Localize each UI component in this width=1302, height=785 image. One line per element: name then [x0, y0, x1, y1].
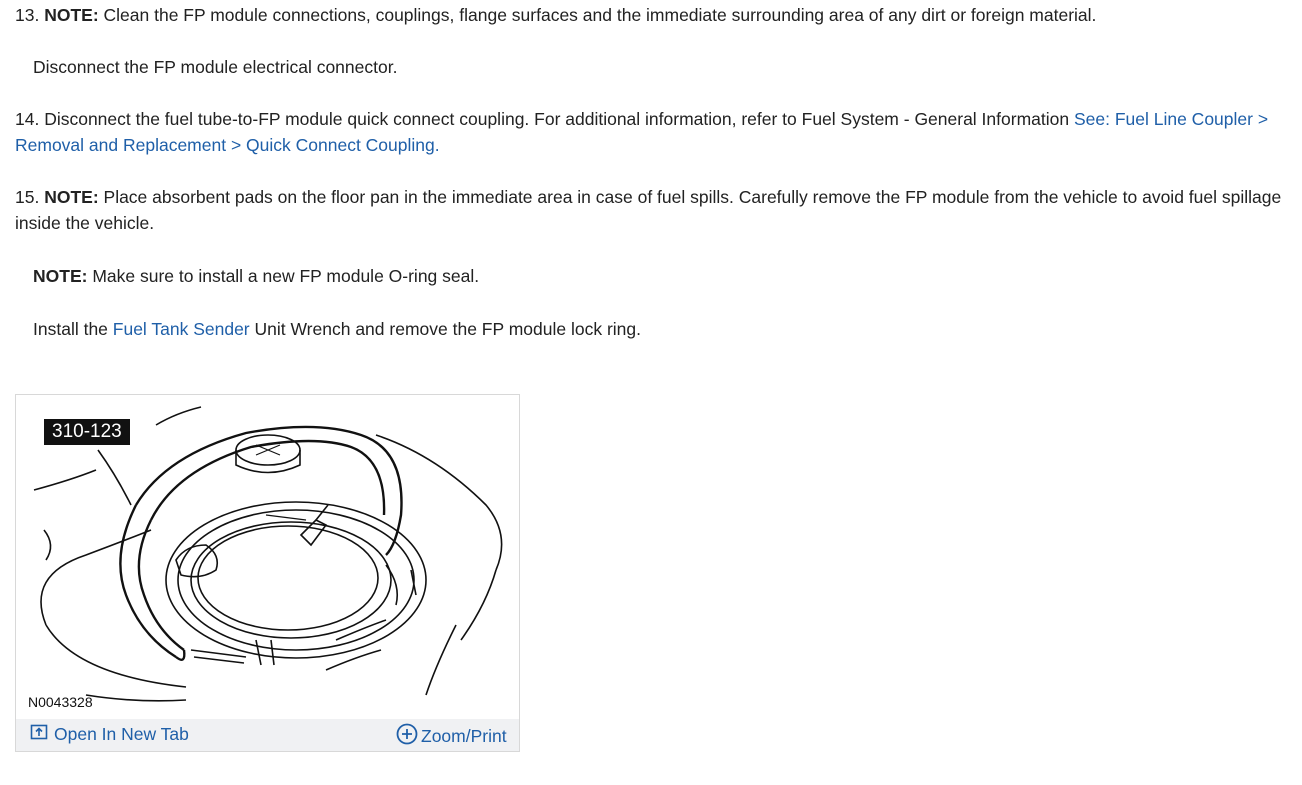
step-15-text: Place absorbent pads on the floor pan in the immediate area in case of fuel spills. Carefully remove the FP module from the vehicle to avoid fuel spillage	[98, 187, 1282, 207]
fuel-line-coupler-link[interactable]: See: Fuel Line Coupler >	[1073, 109, 1269, 129]
step-15	[15, 184, 1302, 236]
step-14	[15, 106, 1295, 158]
quick-connect-coupling-link[interactable]: Removal and Replacement > Quick Connect Coupling.	[15, 135, 440, 155]
step-15-note2-label: NOTE:	[33, 266, 88, 286]
install-text-pre: Install the	[33, 319, 113, 339]
step-14-text: 14. Disconnect the fuel tube-to-FP module quick connect coupling. For additional information, refer to Fuel System - General Information	[15, 109, 1074, 129]
figure-code: N0043328	[28, 694, 93, 710]
step-13-substep-text: Disconnect the FP module electrical connector.	[33, 57, 398, 77]
step-13-substep	[33, 54, 397, 80]
step-15-number: 15.	[15, 187, 40, 207]
step-13-note-label: NOTE:	[44, 5, 99, 25]
zoom-print-label: Zoom/Print	[421, 726, 507, 746]
figure-toolbar	[16, 719, 519, 751]
step-13-text: Clean the FP module connections, couplings, flange surfaces and the immediate surrounding area of any dirt or foreign material.	[98, 5, 1097, 25]
open-in-new-tab-button[interactable]	[30, 723, 189, 746]
step-13-number: 13.	[15, 5, 40, 25]
step-15-text-cont: inside the vehicle.	[15, 213, 155, 233]
step-13	[15, 2, 1096, 28]
open-new-tab-icon	[30, 723, 48, 746]
step-15-note-label: NOTE:	[44, 187, 99, 207]
figure-container	[15, 394, 520, 752]
open-in-new-tab-label: Open In New Tab	[54, 724, 189, 744]
step-15-note2-text: Make sure to install a new FP module O-ring seal.	[87, 266, 480, 286]
tool-number-tag: 310-123	[44, 419, 130, 445]
zoom-plus-icon	[396, 723, 418, 750]
step-15-install	[33, 316, 641, 342]
zoom-print-button[interactable]	[396, 723, 507, 750]
fuel-tank-sender-link[interactable]: Fuel Tank Sender	[112, 319, 250, 339]
install-text-post: Unit Wrench and remove the FP module lock ring.	[249, 319, 641, 339]
step-15-note2	[33, 263, 479, 289]
